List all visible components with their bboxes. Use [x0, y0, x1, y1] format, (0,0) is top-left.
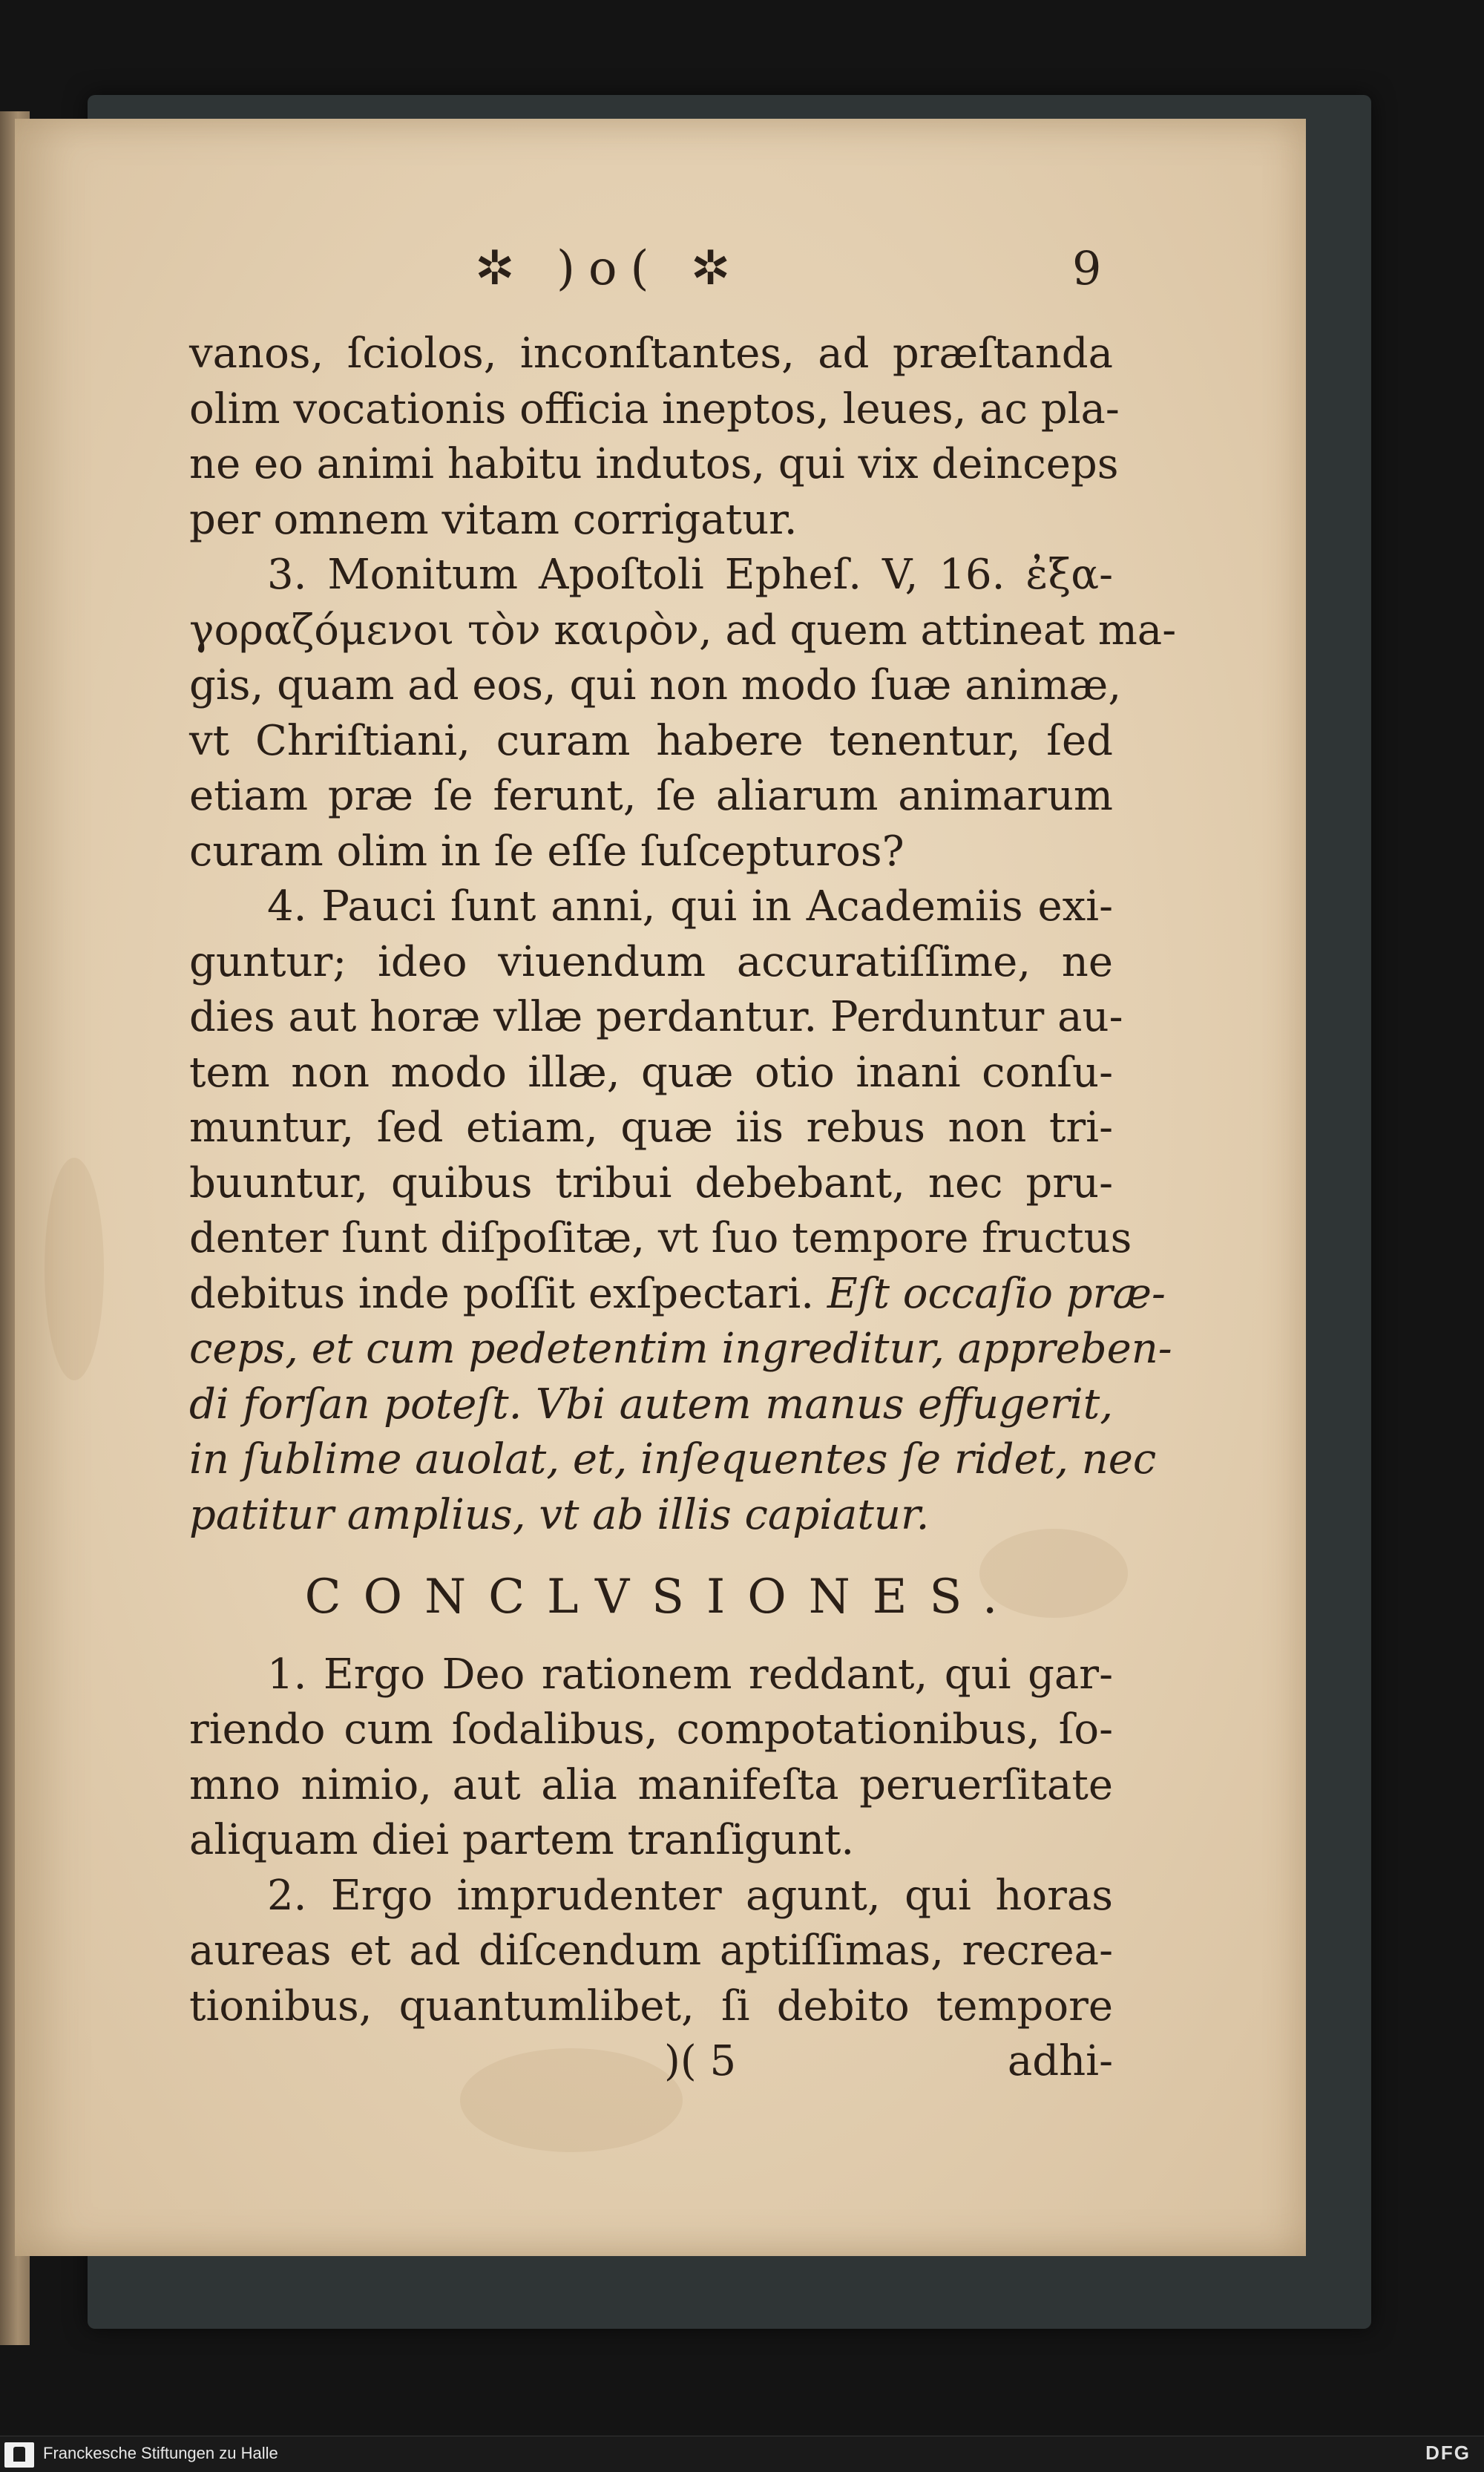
signature-mark: )( 5 — [664, 2037, 737, 2085]
text-line: aureas et ad diſcendum aptiſſimas, recrea- — [189, 1927, 1113, 1975]
header-ornament: ✲ )o( ✲ — [475, 241, 744, 296]
text-line: mno nimio, aut alia manifeſta peruerſitate — [189, 1760, 1113, 1809]
text-line: denter ſunt diſpoſitæ, vt ſuo tempore fructus — [189, 1214, 1132, 1262]
text-line: 4. Pauci ſunt anni, qui in Academiis exi- — [267, 882, 1113, 931]
text-line: dies aut horæ vllæ perdantur. Perduntur au- — [189, 993, 1123, 1041]
text-line-italic: in ſublime auolat, et, inſequentes ſe ridet, nec — [189, 1435, 1157, 1483]
text-line: olim vocationis officia ineptos, leues, ac pla- — [189, 384, 1120, 433]
text-line: curam olim in ſe eſſe ſuſcepturos? — [189, 827, 904, 876]
text-line: 1. Ergo Deo rationem reddant, qui gar- — [267, 1650, 1113, 1699]
text-line: etiam præ ſe ferunt, ſe aliarum animarum — [189, 772, 1113, 820]
text-line: muntur, ſed etiam, quæ iis rebus non tri- — [189, 1104, 1113, 1152]
text-line-italic: patitur amplius, vt ab illis capiatur. — [189, 1490, 930, 1539]
text-line-italic: ceps, et cum pedetentim ingreditur, appreben- — [189, 1325, 1172, 1373]
page-text — [189, 327, 1177, 2089]
paper-stain — [45, 1158, 104, 1380]
catchline — [189, 2034, 1113, 2089]
section-heading: CONCLVSIONES. — [304, 1570, 1020, 1624]
text-line: per omnem vitam corrigatur. — [189, 495, 798, 544]
institution-name: Franckesche Stiftungen zu Halle — [43, 2444, 278, 2462]
page-number: 9 — [1072, 241, 1102, 295]
text-line: 3. Monitum Apoſtoli Epheſ. V, 16. ἐξα- — [267, 551, 1113, 599]
text-line: ne eo animi habitu indutos, qui vix deinceps — [189, 440, 1119, 488]
text-line: vt Chriſtiani, curam habere tenentur, ſed — [189, 716, 1113, 765]
text-line: gis, quam ad eos, qui non modo ſuæ animæ, — [189, 661, 1122, 709]
dfg-logo: DFG — [1425, 2442, 1471, 2464]
text-line: γοραζόμενοι τὸν καιρὸν, ad quem attineat ma- — [189, 606, 1177, 655]
page-header — [0, 241, 1484, 301]
text-line: aliquam diei partem tranſigunt. — [189, 1816, 855, 1864]
text-line: 2. Ergo imprudenter agunt, qui horas — [267, 1871, 1113, 1920]
text-line: buuntur, quibus tribui debebant, nec pru- — [189, 1158, 1113, 1207]
viewer-footer — [0, 2436, 1484, 2472]
italic-span: Eſt occaſio præ- — [827, 1269, 1166, 1318]
text-line: riendo cum ſodalibus, compotationibus, ſo- — [189, 1705, 1113, 1754]
text-span: debitus inde poſſit exſpectari. — [189, 1269, 815, 1318]
text-line: tionibus, quantumlibet, ſi debito tempore — [189, 1981, 1113, 2030]
text-line-italic: di forſan poteſt. Vbi autem manus effugerit, — [189, 1380, 1113, 1429]
text-line: tem non modo illæ, quæ otio inani conſu- — [189, 1048, 1113, 1097]
text-line-mixed — [189, 1267, 1166, 1322]
catchword: adhi- — [1007, 2037, 1113, 2085]
text-line: guntur; ideo viuendum accuratiſſime, ne — [189, 937, 1113, 986]
institution-logo-icon — [4, 2442, 34, 2468]
text-line: vanos, ſciolos, inconſtantes, ad præſtanda — [189, 330, 1113, 378]
